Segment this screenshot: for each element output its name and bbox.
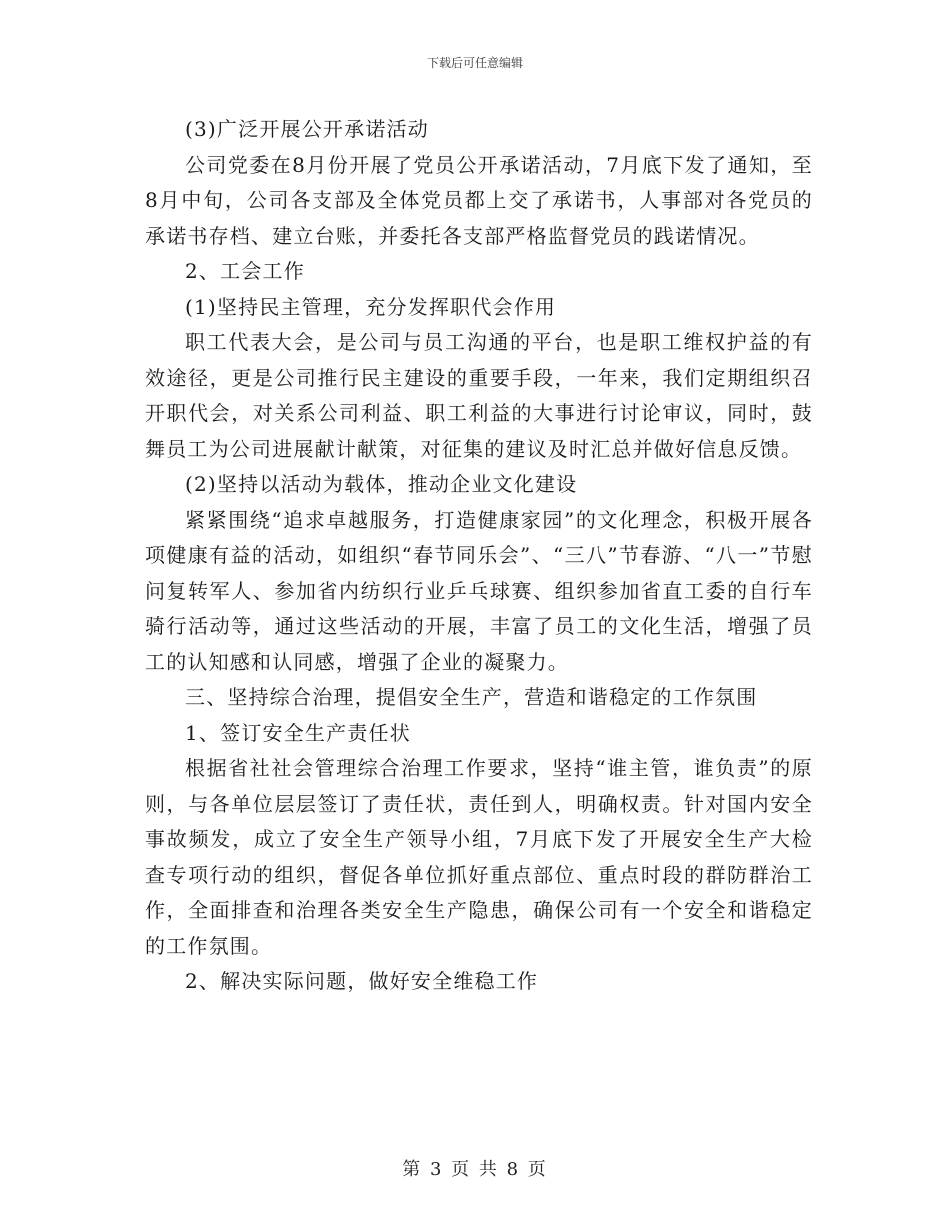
heading-union-work: 2、工会工作 — [185, 259, 305, 283]
heading-corporate-culture: (2)坚持以活动为载体，推动企业文化建设 — [185, 472, 578, 496]
page-header: 下载后可任意编辑 — [426, 56, 523, 70]
heading-comprehensive-governance: 三、坚持综合治理，提倡安全生产，营造和谐稳定的工作氛围 — [185, 685, 758, 709]
paragraph-commitment-activity: 公司党委在8月份开展了党员公开承诺活动，7月底下发了通知，至8月中旬，公司各支部及全体党员都上交了承诺书，人事部对各党员的承诺书存档、建立台账，并委托各支部严格监督党员的践诺情况。 — [145, 152, 813, 248]
paragraph-workers-congress: 职工代表大会，是公司与员工沟通的平台，也是职工维权护益的有效途径，更是公司推行民主建设的重要手段，一年来，我们定期组织召开职代会，对关系公司利益、职工利益的大事进行讨论审议，同时，鼓舞员工为公司进展献计献策，对征集的建议及时汇总并做好信息反馈。 — [145, 330, 813, 461]
heading-safety-responsibility: 1、签订安全生产责任状 — [185, 720, 411, 745]
paragraph-culture-activities: 紧紧围绕“追求卓越服务，打造健康家园”的文化理念，积极开展各项健康有益的活动，如组织“春节同乐会”、“三八”节春游、“八一”节慰问复转军人、参加省内纺织行业乒乓球赛、组织参加省直工委的自行车骑行活动等，通过这些活动的开展，丰富了员工的文化生活，增强了员工的认知感和认同感，增强了企业的凝聚力。 — [145, 507, 813, 674]
heading-public-commitment: (3)广泛开展公开承诺活动 — [185, 117, 429, 141]
heading-democratic-management: (1)坚持民主管理，充分发挥职代会作用 — [185, 294, 557, 319]
heading-stability-work: 2、解决实际问题，做好安全维稳工作 — [185, 969, 539, 993]
document-body — [145, 112, 813, 1000]
paragraph-safety-production: 根据省社社会管理综合治理工作要求，坚持“谁主管，谁负责”的原则，与各单位层层签订了责任状，责任到人，明确权责。针对国内安全事故频发，成立了安全生产领导小组，7月底下发了开展安全生产大检查专项行动的组织，督促各单位抓好重点部位、重点时段的群防群治工作，全面排查和治理各类安全生产隐患，确保公司有一个安全和谐稳定的工作氛围。 — [145, 756, 813, 958]
page-number-footer: 第 3 页 共 8 页 — [402, 1159, 548, 1180]
